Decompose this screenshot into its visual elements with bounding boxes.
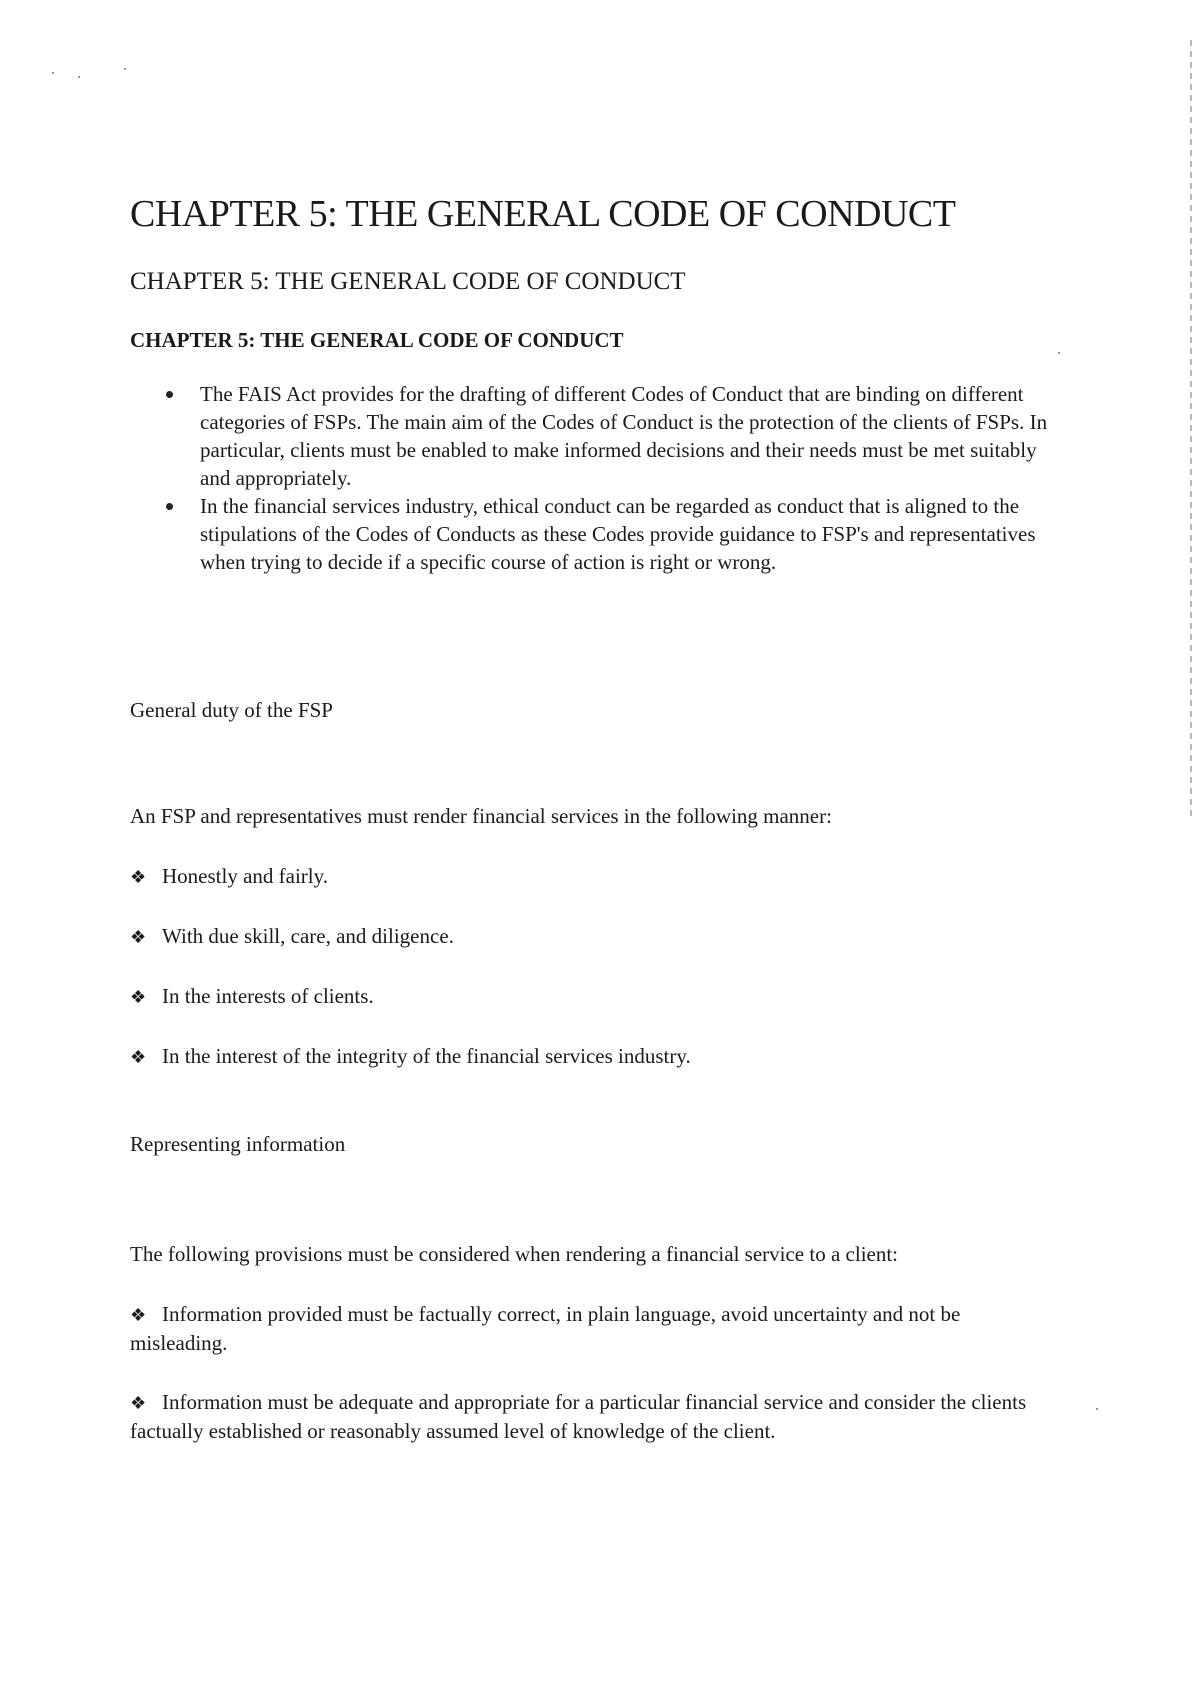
scan-speck (52, 72, 54, 74)
four-diamond-bullet-icon: ❖ (130, 987, 147, 1007)
list-item (130, 922, 454, 951)
intro-bullet-text: The FAIS Act provides for the drafting of different Codes of Conduct that are binding on different categories of FSPs. The main aim of the Codes of Conduct is the protection of the clients of FSPs. In particular, clients must be enabled to make informed decisions and their needs must be met suitably and appropriately. (200, 382, 1048, 490)
general-duty-intro: An FSP and representatives must render financial services in the following manner: (130, 804, 832, 828)
section-heading-general-duty: General duty of the FSP (130, 698, 333, 722)
duty-item-text: Honestly and fairly. (162, 864, 329, 888)
representing-information-intro: The following provisions must be considered when rendering a financial service to a client: (130, 1242, 899, 1266)
chapter-title-large: CHAPTER 5: THE GENERAL CODE OF CONDUCT (130, 193, 956, 235)
round-bullet-icon (166, 503, 173, 510)
intro-bullet-list (200, 380, 1070, 576)
list-item (130, 862, 328, 891)
list-item (200, 492, 1070, 576)
four-diamond-bullet-icon: ❖ (130, 1047, 147, 1067)
list-item (130, 1300, 1060, 1357)
round-bullet-icon (166, 391, 173, 398)
four-diamond-bullet-icon: ❖ (130, 1305, 147, 1325)
list-item (130, 1042, 691, 1071)
scan-edge-artifact (1190, 40, 1192, 820)
duty-item-text: With due skill, care, and diligence. (162, 924, 454, 948)
list-item (130, 982, 374, 1011)
four-diamond-bullet-icon: ❖ (130, 1393, 147, 1413)
scan-speck (78, 76, 80, 78)
duty-item-text: In the interest of the integrity of the financial services industry. (162, 1044, 691, 1068)
section-heading-representing-information: Representing information (130, 1132, 346, 1156)
four-diamond-bullet-icon: ❖ (130, 867, 147, 887)
four-diamond-bullet-icon: ❖ (130, 927, 147, 947)
list-item (130, 1388, 1060, 1445)
information-item-text: Information must be adequate and appropriate for a particular financial service and consider the clients factually established or reasonably assumed level of knowledge of the client. (130, 1390, 1027, 1443)
chapter-title-bold: CHAPTER 5: THE GENERAL CODE OF CONDUCT (130, 328, 624, 352)
chapter-title-medium: CHAPTER 5: THE GENERAL CODE OF CONDUCT (130, 268, 686, 295)
duty-item-text: In the interests of clients. (162, 984, 374, 1008)
information-item-text: Information provided must be factually correct, in plain language, avoid uncertainty and not be misleading. (130, 1302, 961, 1355)
list-item (200, 380, 1070, 492)
scan-speck (1096, 1408, 1098, 1410)
scan-speck (1058, 352, 1060, 354)
intro-bullet-text: In the financial services industry, ethical conduct can be regarded as conduct that is aligned to the stipulations of the Codes of Conducts as these Codes provide guidance to FSP's and representatives when trying to decide if a specific course of action is right or wrong. (200, 494, 1036, 574)
scan-speck (124, 68, 126, 70)
